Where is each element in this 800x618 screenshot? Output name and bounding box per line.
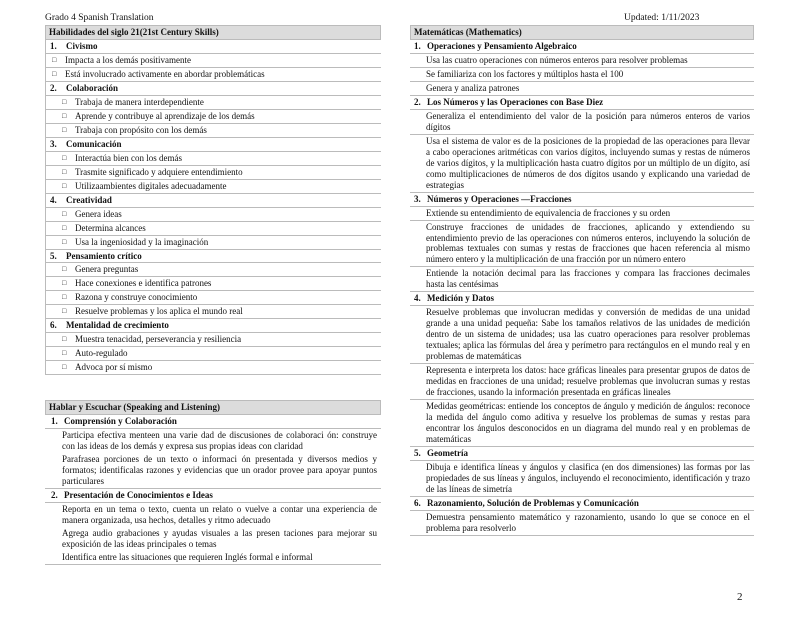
section-number: 4. — [414, 293, 421, 304]
skill-item — [45, 305, 381, 319]
checkbox-glyph-icon: □ — [62, 349, 67, 358]
section-number: 2. — [414, 96, 421, 107]
checkbox-glyph-icon: □ — [52, 69, 57, 78]
section-title: Medición y Datos — [427, 293, 494, 304]
section-title: Comunicación — [66, 138, 122, 149]
skill-item-text: Utilizaambientes digitales adecuadamente — [75, 180, 227, 191]
section-number: 3. — [414, 193, 421, 204]
skill-item-text: Resuelve problemas y los aplica el mundo real — [75, 306, 243, 317]
checkbox-glyph-icon: □ — [52, 55, 57, 64]
skill-item — [45, 68, 381, 82]
page-number: 2 — [737, 591, 743, 603]
listening-paragraph: Participa efectiva menteen una varie dad de discusiones de colaboraci ón: construye con las ideas de los demás y expresa sus propias ideas con claridad — [62, 430, 377, 452]
section-number: 1. — [414, 40, 421, 51]
skill-section-heading — [45, 40, 381, 54]
listening-heading: Hablar y Escuchar (Speaking and Listening) — [45, 400, 381, 415]
skill-item — [45, 263, 381, 277]
section-title: Los Números y las Operaciones con Base Diez — [427, 96, 604, 107]
skill-item-text: Auto-regulado — [75, 348, 128, 359]
skill-item — [45, 333, 381, 347]
skill-item-text: Trabaja de manera interdependiente — [75, 96, 204, 107]
section-title: Colaboración — [66, 82, 119, 93]
skill-item — [45, 54, 381, 68]
section-number: 4. — [50, 194, 57, 205]
skill-section-heading — [45, 138, 381, 152]
skill-item-text: Hace conexiones e identifica patrones — [75, 278, 212, 289]
checkbox-glyph-icon: □ — [62, 335, 67, 344]
skill-section-heading — [45, 250, 381, 264]
math-standard: Construye fracciones de unidades de fracciones, aplicando y extendiendo su entendimiento previo de las operaciones con números enteros, incluyendo la solución de problemas textuales con sumas y restas de fracciones que hacen referencia al mismo número entero y la multiplicación de una fracción por un número entero — [410, 221, 754, 268]
skill-item-text: Advoca por sí mismo — [75, 362, 153, 373]
math-section-heading — [410, 193, 754, 207]
section-number: 2. — [51, 490, 58, 500]
checkbox-glyph-icon: □ — [62, 363, 67, 372]
math-standard: Usa el sistema de valor es de la posiciones de la propiedad de las operaciones para llevar a cabo operaciones aritméticas con varios dígitos, incluyendo sumas y restas de números de varios dígitos, y la multiplicación hasta cuatro dígitos por un múltiplo de un dígito, así como multiplicaciones de números de dos dígitos usando y explicando una variedad de estrategias — [410, 135, 754, 193]
skill-item-text: Muestra tenacidad, perseverancia y resiliencia — [75, 334, 242, 345]
skill-item-text: Razona y construye conocimiento — [75, 292, 198, 303]
section-title: Números y Operaciones —Fracciones — [427, 193, 572, 204]
skill-item-text: Genera preguntas — [75, 264, 139, 275]
skill-section-heading — [45, 319, 381, 333]
skill-item — [45, 166, 381, 180]
math-section-heading — [410, 40, 754, 54]
skill-item — [45, 236, 381, 250]
section-title: Civismo — [66, 40, 98, 51]
listening-paragraph: Identifica entre las situaciones que requieren Inglés formal e informal — [45, 551, 381, 565]
math-standard: Generaliza el entendimiento del valor de la posición para números enteros de varios dígitos — [410, 110, 754, 135]
math-section-heading — [410, 447, 754, 461]
left-column — [45, 25, 381, 565]
skill-item — [45, 208, 381, 222]
listening-section-heading — [45, 489, 381, 503]
math-standard: Resuelve problemas que involucran medidas y conversión de medidas de una unidad grande a una unidad pequeña: Sabe los tamaños relativos de las unidades de medición dentro de un sistema de unidades; usa las cuatro operaciones para resolver problemas textuales; aplica las fórmulas del área y perímetro para rectángulos en el mundo real y en problemas de matemáticas — [410, 306, 754, 364]
listening-section-heading — [45, 415, 381, 429]
section-title: Comprensión y Colaboración — [64, 416, 177, 427]
checkbox-glyph-icon: □ — [62, 265, 67, 274]
skill-item-text: Interactúa bien con los demás — [75, 152, 182, 163]
math-section-heading — [410, 497, 754, 511]
section-number: 3. — [50, 138, 57, 149]
skill-item-text: Aprende y contribuye al aprendizaje de los demás — [75, 110, 255, 121]
section-number: 5. — [414, 447, 421, 458]
section-title: Mentalidad de crecimiento — [66, 320, 169, 331]
document-subtitle: Grado 4 Spanish Translation — [45, 13, 154, 23]
skill-item-text: Genera ideas — [75, 208, 122, 219]
listening-paragraph: Agrega audio grabaciones y ayudas visuales a las presen taciones para mejorar su exposición de las ideas principales o temas — [62, 527, 377, 549]
checkbox-glyph-icon: □ — [62, 181, 67, 190]
skill-item — [45, 124, 381, 138]
checkbox-glyph-icon: □ — [62, 237, 67, 246]
skills-list — [45, 40, 381, 375]
section-number: 1. — [51, 416, 58, 427]
skill-item-text: Determina alcances — [75, 222, 146, 233]
checkbox-glyph-icon: □ — [62, 293, 67, 302]
skill-item-text: Trasmite significado y adquiere entendimiento — [75, 166, 243, 177]
math-standard: Extiende su entendimiento de equivalencia de fracciones y su orden — [410, 207, 754, 221]
skill-item — [45, 222, 381, 236]
math-list — [410, 40, 754, 536]
skill-item — [45, 361, 381, 375]
section-number: 5. — [50, 250, 57, 261]
skill-item — [45, 110, 381, 124]
skill-item-text: Trabaja con propósito con los demás — [75, 124, 207, 135]
right-column — [410, 25, 754, 536]
math-section-heading — [410, 96, 754, 110]
math-standard: Dibuja e identifica líneas y ángulos y clasifica (en dos dimensiones) las formas por las propiedades de sus líneas y ángulos, incluyendo el reconocimiento, identificación y trazo de las líneas de simetría — [410, 461, 754, 497]
math-standard: Usa las cuatro operaciones con números enteros para resolver problemas — [410, 54, 754, 68]
skill-item — [45, 277, 381, 291]
section-number: 6. — [50, 320, 57, 331]
section-number: 6. — [414, 497, 421, 508]
section-title: Presentación de Conocimientos e Ideas — [64, 490, 213, 500]
math-standard: Representa e interpreta los datos: hace gráficas lineales para presentar grupos de datos de medidas en fracciones de una unidad; resuelve problemas que involucran sumas y restas de fracciones, usando la información presentada en gráficas lineales — [410, 364, 754, 400]
section-title: Operaciones y Pensamiento Algebraico — [427, 40, 577, 51]
updated-date: Updated: 1/11/2023 — [624, 13, 700, 23]
skill-item — [45, 180, 381, 194]
skill-item-text: Usa la ingeniosidad y la imaginación — [75, 236, 209, 247]
skill-section-heading — [45, 194, 381, 208]
skill-item — [45, 96, 381, 110]
checkbox-glyph-icon: □ — [62, 125, 67, 134]
math-heading: Matemáticas (Mathematics) — [410, 25, 754, 40]
checkbox-glyph-icon: □ — [62, 209, 67, 218]
skill-item — [45, 347, 381, 361]
math-standard: Demuestra pensamiento matemático y razonamiento, usando lo que se conoce en el problema para resolverlo — [410, 511, 754, 536]
math-standard: Entiende la notación decimal para las fracciones y compara las fracciones decimales hasta las centésimas — [410, 267, 754, 292]
section-number: 1. — [50, 40, 57, 51]
skill-item — [45, 291, 381, 305]
section-title: Creatividad — [66, 194, 112, 205]
checkbox-glyph-icon: □ — [62, 167, 67, 176]
math-standard: Se familiariza con los factores y múltiplos hasta el 100 — [410, 68, 754, 82]
checkbox-glyph-icon: □ — [62, 97, 67, 106]
listening-paragraph: Reporta en un tema o texto, cuenta un relato o vuelve a contar una experiencia de manera organizada, usa hechos, detalles y ritmo adecuado — [62, 503, 377, 525]
checkbox-glyph-icon: □ — [62, 223, 67, 232]
section-title: Geometría — [427, 447, 468, 458]
skills-heading: Habilidades del siglo 21(21st Century Skills) — [45, 25, 381, 40]
checkbox-glyph-icon: □ — [62, 307, 67, 316]
skill-section-heading — [45, 82, 381, 96]
checkbox-glyph-icon: □ — [62, 111, 67, 120]
section-title: Razonamiento, Solución de Problemas y Comunicación — [427, 497, 639, 508]
math-section-heading — [410, 292, 754, 306]
math-standard: Genera y analiza patrones — [410, 82, 754, 96]
math-standard: Medidas geométricas: entiende los conceptos de ángulo y medición de ángulos: reconoce la medida del ángulo como aditiva y resuelve los problemas de sumas y restas para encontrar los ángulos desconocidos en un diagrama del mundo real y en problemas de matemáticas — [410, 400, 754, 447]
checkbox-glyph-icon: □ — [62, 279, 67, 288]
skill-item — [45, 152, 381, 166]
skill-item-text: Impacta a los demás positivamente — [65, 54, 191, 65]
listening-list — [45, 415, 381, 565]
section-number: 2. — [50, 82, 57, 93]
skill-item-text: Está involucrado activamente en abordar problemáticas — [65, 68, 265, 79]
listening-paragraph: Parafrasea porciones de un texto o informaci ón presentada y diversos medios y formatos; identificalas razones y evidencias que un orador provee para apoyar puntos particulares — [45, 453, 381, 489]
checkbox-glyph-icon: □ — [62, 153, 67, 162]
section-title: Pensamiento crítico — [66, 250, 142, 261]
